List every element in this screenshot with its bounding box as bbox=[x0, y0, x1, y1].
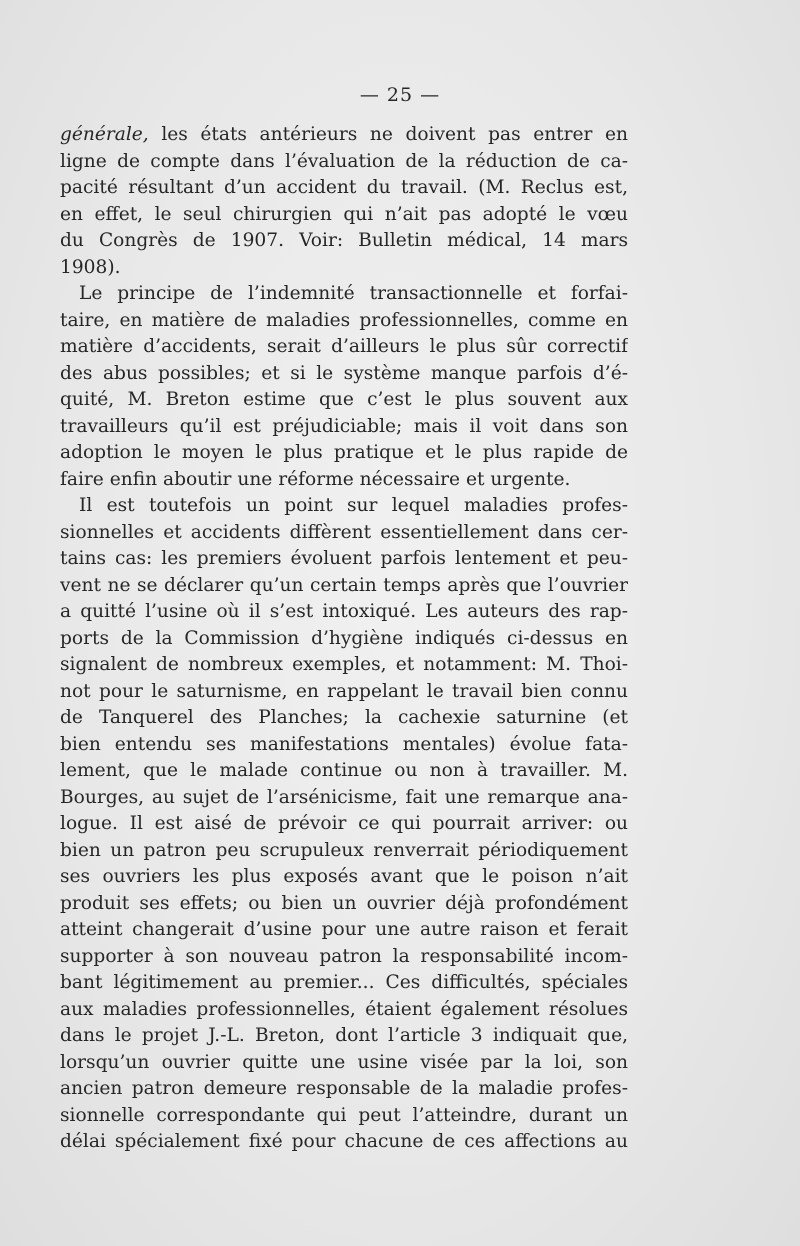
text-line: de Tanquerel des Planches; la cachexie saturnine (et bbox=[60, 707, 628, 728]
body-text bbox=[60, 122, 628, 1156]
italic-word: générale, bbox=[60, 124, 149, 145]
text-line: produit ses effets; ou bien un ouvrier déjà profondément bbox=[60, 892, 628, 914]
text-line: ses ouvriers les plus exposés avant que le poison n’ait bbox=[60, 866, 628, 887]
page-number: — 25 — bbox=[359, 84, 441, 106]
text-line: atteint changerait d’usine pour une autre raison et ferait bbox=[60, 919, 628, 940]
text-line: sionnelles et accidents diffèrent essentiellement dans cer- bbox=[60, 521, 628, 543]
text-line: ancien patron demeure responsable de la maladie profes- bbox=[60, 1078, 628, 1099]
text-line: sionnelle correspondante qui peut l’atteindre, durant un bbox=[60, 1104, 628, 1126]
text-line: logue. Il est aisé de prévoir ce qui pourrait arriver: ou bbox=[60, 813, 628, 834]
text-line: bien entendu ses manifestations mentales) évolue fata- bbox=[60, 733, 628, 755]
text-line bbox=[60, 122, 628, 149]
text-line: ports de la Commission d’hygiène indiqués ci-dessus en bbox=[60, 627, 628, 649]
text-line: aux maladies professionnelles, étaient également résolues bbox=[60, 998, 628, 1020]
text-line: Bourges, au sujet de l’arsénicisme, fait une remarque ana- bbox=[60, 786, 628, 808]
text-line: pacité résultant d’un accident du travail. (M. Reclus est, bbox=[60, 177, 628, 198]
text-line: lorsqu’un ouvrier quitte une usine visée par la loi, son bbox=[60, 1051, 628, 1073]
text-line: adoption le moyen le plus pratique et le plus rapide de bbox=[60, 442, 628, 463]
text-line: signalent de nombreux exemples, et notamment: M. Thoi- bbox=[60, 654, 628, 675]
text-line: délai spécialement fixé pour chacune de ces affections au bbox=[60, 1131, 628, 1152]
text-line: ligne de compte dans l’évaluation de la réduction de ca- bbox=[60, 150, 628, 172]
text-line: matière d’accidents, serait d’ailleurs le plus sûr correctif bbox=[60, 336, 628, 357]
text-line: 1908). bbox=[60, 256, 121, 278]
text-line: bien un patron peu scrupuleux renverrait périodiquement bbox=[60, 839, 628, 861]
text-line-rest: les états antérieurs ne doivent pas entrer en bbox=[148, 124, 628, 145]
text-line: not pour le saturnisme, en rappelant le travail bien connu bbox=[60, 680, 628, 702]
text-line: Le principe de l’indemnité transactionnelle et forfai- bbox=[79, 283, 628, 304]
text-line: en effet, le seul chirurgien qui n’ait pas adopté le vœu bbox=[60, 203, 628, 225]
text-line: du Congrès de 1907. Voir: Bulletin médical, 14 mars bbox=[60, 230, 628, 251]
text-line: quité, M. Breton estime que c’est le plus souvent aux bbox=[60, 389, 628, 410]
text-line: taire, en matière de maladies professionnelles, comme en bbox=[60, 309, 628, 331]
text-line: lement, que le malade continue ou non à travailler. M. bbox=[60, 760, 628, 781]
text-line: a quitté l’usine où il s’est intoxiqué. Les auteurs des rap- bbox=[60, 601, 628, 622]
text-line: Il est toutefois un point sur lequel maladies profes- bbox=[79, 495, 628, 516]
text-line: supporter à son nouveau patron la responsabilité incom- bbox=[60, 945, 628, 967]
text-line: bant légitimement au premier... Ces difficultés, spéciales bbox=[60, 972, 628, 993]
text-line: dans le projet J.-L. Breton, dont l’article 3 indiquait que, bbox=[60, 1025, 628, 1046]
text-line: vent ne se déclarer qu’un certain temps après que l’ouvrier bbox=[60, 574, 628, 596]
text-line: travailleurs qu’il est préjudiciable; mais il voit dans son bbox=[60, 415, 628, 437]
text-line: tains cas: les premiers évoluent parfois lentement et peu- bbox=[60, 548, 628, 569]
text-line: faire enfin aboutir une réforme nécessaire et urgente. bbox=[60, 468, 571, 490]
text-line: des abus possibles; et si le système manque parfois d’é- bbox=[60, 362, 628, 384]
